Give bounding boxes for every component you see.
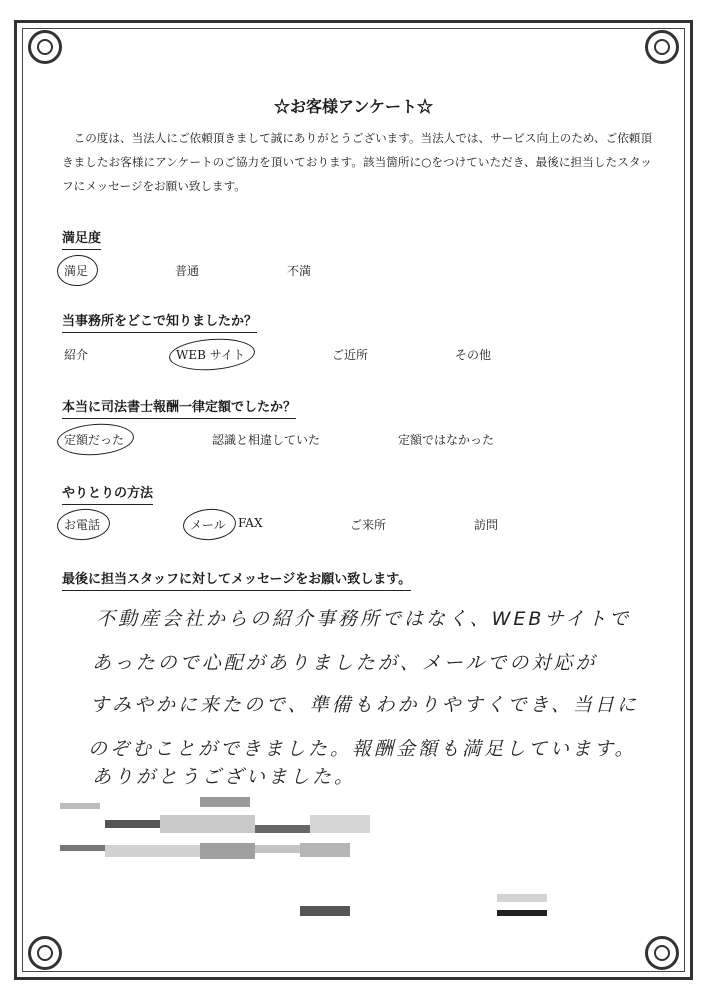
- redacted-block: [300, 906, 350, 916]
- option-email[interactable]: メール: [190, 518, 226, 532]
- redacted-block: [60, 845, 105, 851]
- redacted-block: [105, 820, 160, 828]
- survey-title: ☆お客様アンケート☆: [273, 97, 434, 116]
- redacted-block: [310, 815, 370, 833]
- option-referral[interactable]: 紹介: [64, 348, 89, 362]
- option-average[interactable]: 普通: [175, 264, 200, 278]
- option-satisfied[interactable]: 満足: [64, 264, 89, 278]
- message-line: 不動産会社からの紹介事務所ではなく、WEBサイトで: [96, 608, 632, 630]
- heading-fee: 本当に司法書士報酬一律定額でしたか？: [62, 396, 296, 419]
- corner-ornament: [645, 30, 679, 64]
- option-neighborhood[interactable]: ご近所: [332, 348, 369, 362]
- message-line: のぞむことができました。報酬金額も満足しています。: [88, 738, 637, 760]
- redacted-block: [255, 825, 310, 833]
- survey-intro: この度は、当法人にご依頼頂きまして誠にありがとうございます。当法人では、サービス向上のため、ご依頼頂きましたお客様にアンケートのご協力を頂いております。該当箇所に○をつけていただき、最後に担当したスタッフにメッセージをお願い致します。: [62, 131, 652, 193]
- corner-ornament: [28, 936, 62, 970]
- redacted-block: [497, 910, 547, 916]
- message-line: ありがとうございました。: [92, 766, 357, 788]
- option-website[interactable]: WEB サイト: [176, 348, 245, 362]
- heading-message: 最後に担当スタッフに対してメッセージをお願い致します。: [62, 568, 411, 591]
- option-fixed-fee[interactable]: 定額だった: [64, 433, 125, 447]
- message-line: あったので心配がありましたが、メールでの対応が: [92, 652, 598, 674]
- redacted-block: [200, 797, 250, 807]
- option-fax[interactable]: FAX: [238, 516, 263, 530]
- heading-source: 当事務所をどこで知りましたか？: [62, 310, 257, 333]
- redacted-block: [60, 803, 100, 809]
- option-not-fixed[interactable]: 定額ではなかった: [398, 433, 495, 447]
- option-other[interactable]: その他: [455, 348, 492, 362]
- message-line: すみやかに来たので、準備もわかりやすくでき、当日に: [90, 694, 639, 716]
- redacted-block: [300, 843, 350, 857]
- heading-contact: やりとりの方法: [62, 482, 153, 505]
- redacted-block: [255, 845, 300, 853]
- corner-ornament: [645, 936, 679, 970]
- option-dissatisfied[interactable]: 不満: [287, 264, 312, 278]
- option-differed[interactable]: 認識と相違していた: [212, 433, 321, 447]
- option-visit-office[interactable]: ご来所: [350, 518, 387, 532]
- redacted-block: [200, 843, 255, 859]
- redacted-block: [497, 894, 547, 902]
- redacted-block: [105, 845, 200, 857]
- corner-ornament: [28, 30, 62, 64]
- option-phone[interactable]: お電話: [64, 518, 101, 532]
- redacted-block: [160, 815, 255, 833]
- heading-satisfaction: 満足度: [62, 227, 101, 250]
- option-home-visit[interactable]: 訪問: [474, 518, 499, 532]
